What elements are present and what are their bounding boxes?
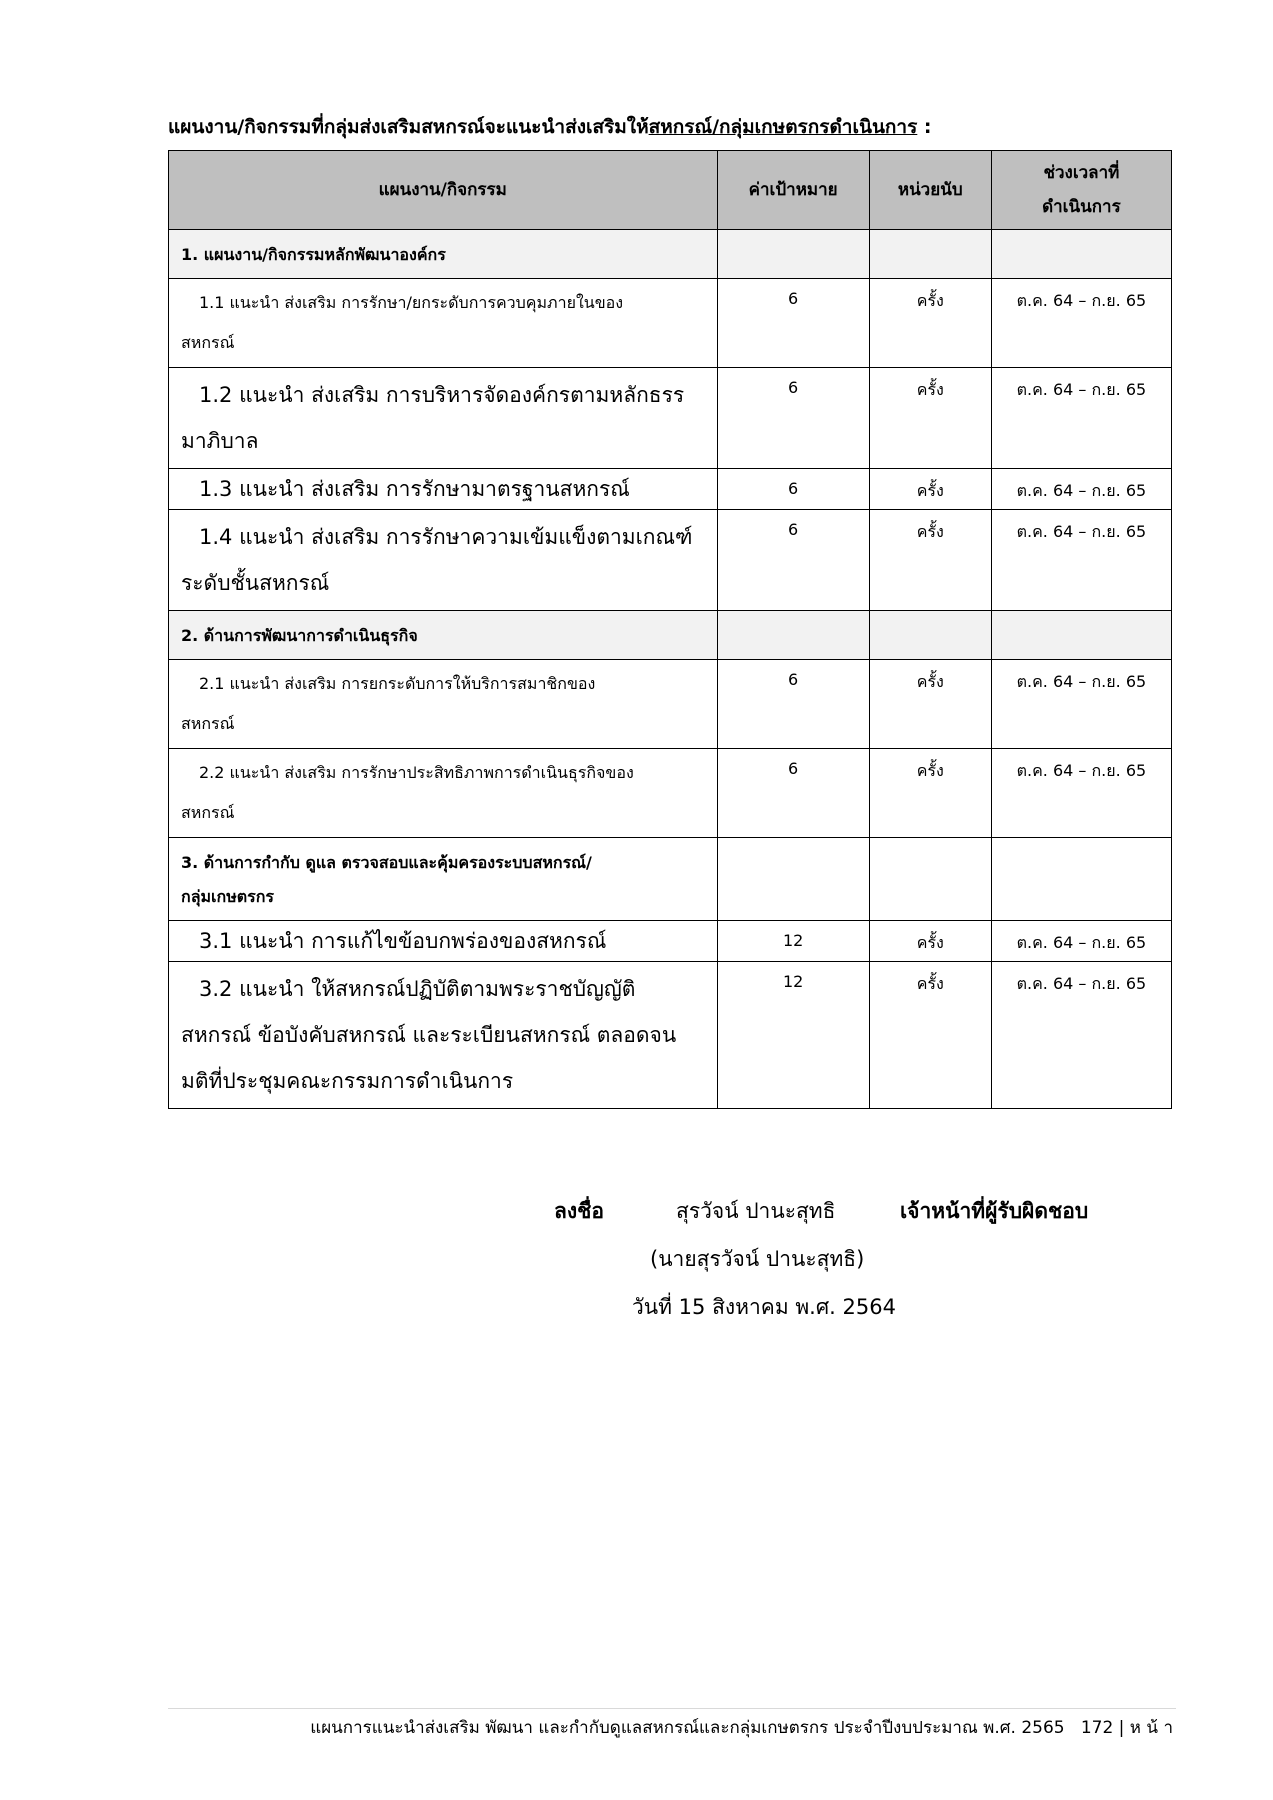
table-row — [169, 660, 1172, 749]
activity-cell: 1.4 แนะนำ ส่งเสริม การรักษาความเข้มแข็งตามเกณฑ์ ระดับชั้นสหกรณ์ — [169, 510, 718, 611]
target-cell: 6 — [717, 368, 869, 469]
unit-cell: ครั้ง — [869, 660, 991, 749]
activity-plan-table — [168, 150, 1172, 1109]
heading-prefix: แผนงาน/กิจกรรมที่กลุ่มส่งเสริมสหกรณ์จะแนะนำส่งเสริมให้ — [168, 116, 649, 138]
table-row — [169, 279, 1172, 368]
target-cell: 6 — [717, 279, 869, 368]
header-activity: แผนงาน/กิจกรรม — [169, 151, 718, 230]
period-cell: ต.ค. 64 – ก.ย. 65 — [991, 921, 1171, 962]
signature-label: ลงชื่อ — [554, 1199, 604, 1223]
unit-cell: ครั้ง — [869, 279, 991, 368]
unit-cell: ครั้ง — [869, 469, 991, 510]
activity-cell: 1.1 แนะนำ ส่งเสริม การรักษา/ยกระดับการควบคุมภายในของ สหกรณ์ — [169, 279, 718, 368]
footer-divider — [168, 1708, 1176, 1709]
page-heading — [168, 112, 1068, 142]
heading-underlined: สหกรณ์/กลุ่มเกษตรกรดำเนินการ — [648, 116, 918, 138]
signer-full-name: (นายสุรวัจน์ ปานะสุทธิ) — [650, 1247, 865, 1271]
period-cell: ต.ค. 64 – ก.ย. 65 — [991, 279, 1171, 368]
activity-cell: 1.3 แนะนำ ส่งเสริม การรักษามาตรฐานสหกรณ์ — [169, 469, 718, 510]
table-row — [169, 469, 1172, 510]
section-row — [169, 230, 1172, 279]
page-footer — [310, 1714, 1173, 1741]
target-cell: 12 — [717, 962, 869, 1109]
unit-cell: ครั้ง — [869, 962, 991, 1109]
period-cell: ต.ค. 64 – ก.ย. 65 — [991, 660, 1171, 749]
activity-cell: 3.1 แนะนำ การแก้ไขข้อบกพร่องของสหกรณ์ — [169, 921, 718, 962]
unit-cell: ครั้ง — [869, 921, 991, 962]
section-title: 2. ด้านการพัฒนาการดำเนินธุรกิจ — [169, 611, 718, 660]
period-cell: ต.ค. 64 – ก.ย. 65 — [991, 469, 1171, 510]
section-title: 1. แผนงาน/กิจกรรมหลักพัฒนาองค์กร — [169, 230, 718, 279]
section-row — [169, 611, 1172, 660]
header-unit: หน่วยนับ — [869, 151, 991, 230]
activity-cell: 3.2 แนะนำ ให้สหกรณ์ปฏิบัติตามพระราชบัญญัติ สหกรณ์ ข้อบังคับสหกรณ์ และระเบียนสหกรณ์ ตลอดจน มติที่ประชุมคณะกรรมการดำเนินการ — [169, 962, 718, 1109]
table-row — [169, 921, 1172, 962]
activity-cell: 2.2 แนะนำ ส่งเสริม การรักษาประสิทธิภาพการดำเนินธุรกิจของ สหกรณ์ — [169, 749, 718, 838]
section-title: 3. ด้านการกำกับ ดูแล ตรวจสอบและคุ้มครองระบบสหกรณ์/ กลุ่มเกษตรกร — [169, 838, 718, 921]
unit-cell: ครั้ง — [869, 510, 991, 611]
unit-cell: ครั้ง — [869, 368, 991, 469]
period-cell: ต.ค. 64 – ก.ย. 65 — [991, 749, 1171, 838]
table-row — [169, 962, 1172, 1109]
section-row — [169, 838, 1172, 921]
period-cell: ต.ค. 64 – ก.ย. 65 — [991, 368, 1171, 469]
period-cell: ต.ค. 64 – ก.ย. 65 — [991, 510, 1171, 611]
activity-cell: 1.2 แนะนำ ส่งเสริม การบริหารจัดองค์กรตามหลักธรร มาภิบาล — [169, 368, 718, 469]
table-row — [169, 749, 1172, 838]
signed-name: สุรวัจน์ ปานะสุทธิ — [676, 1199, 836, 1223]
signer-position: เจ้าหน้าที่ผู้รับผิดชอบ — [900, 1199, 1089, 1223]
header-period: ช่วงเวลาที่ดำเนินการ — [991, 151, 1171, 230]
unit-cell: ครั้ง — [869, 749, 991, 838]
heading-suffix: : — [917, 116, 932, 138]
period-cell: ต.ค. 64 – ก.ย. 65 — [991, 962, 1171, 1109]
table-row — [169, 510, 1172, 611]
signature-date: วันที่ 15 สิงหาคม พ.ศ. 2564 — [632, 1295, 896, 1319]
table-row — [169, 368, 1172, 469]
target-cell: 6 — [717, 660, 869, 749]
target-cell: 12 — [717, 921, 869, 962]
activity-cell: 2.1 แนะนำ ส่งเสริม การยกระดับการให้บริการสมาชิกของ สหกรณ์ — [169, 660, 718, 749]
footer-text: แผนการแนะนำส่งเสริม พัฒนา และกำกับดูแลสหกรณ์และกลุ่มเกษตรกร ประจำปีงบประมาณ พ.ศ. 2565 — [310, 1718, 1065, 1738]
header-target: ค่าเป้าหมาย — [717, 151, 869, 230]
target-cell: 6 — [717, 469, 869, 510]
target-cell: 6 — [717, 749, 869, 838]
target-cell: 6 — [717, 510, 869, 611]
page-number: 172 | ห น้ า — [1080, 1718, 1173, 1738]
table-header-row — [169, 151, 1172, 230]
